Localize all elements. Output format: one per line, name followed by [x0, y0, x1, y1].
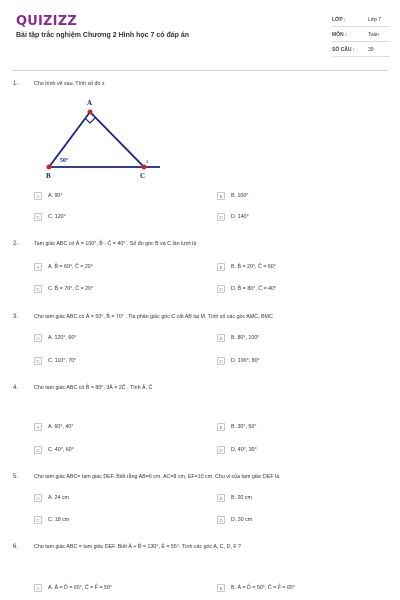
option-text: A. 24 cm	[48, 495, 69, 501]
option-checkbox[interactable]: A	[34, 334, 42, 342]
question-3-number: 3.	[13, 314, 19, 320]
meta-grade-value: Lớp 7	[368, 17, 382, 23]
option-checkbox[interactable]: B	[217, 334, 225, 342]
question-2-number: 2.	[13, 241, 19, 247]
vertex-c-dot	[142, 165, 147, 170]
meta-count-value: 39	[368, 47, 374, 53]
option-text: C. 120°	[48, 214, 66, 220]
option-checkbox[interactable]: D	[217, 285, 225, 293]
question-3-text: Cho tam giác ABC có Â = 50°, B̂ = 70° . Tia phân giác góc C cắt AB tại M. Tính số các góc AMC, BMC	[34, 314, 273, 320]
option-text: D. 140°	[231, 214, 249, 220]
option-text: B. 30°, 50°	[231, 424, 257, 430]
option-checkbox[interactable]: D	[217, 213, 225, 221]
page-title: Bài tập trắc nghiệm Chương 2 Hình học 7 có đáp án	[16, 32, 190, 39]
vertex-c-label: C	[140, 172, 146, 180]
option-checkbox[interactable]: B	[217, 494, 225, 502]
option-text: A. 90°	[48, 193, 63, 199]
option-checkbox[interactable]: D	[217, 357, 225, 365]
meta-divider	[332, 26, 390, 27]
vertex-a-dot	[88, 110, 93, 115]
option-text: D. 30 cm	[231, 517, 253, 523]
meta-divider	[332, 56, 390, 57]
option-checkbox[interactable]: A	[34, 263, 42, 271]
side-ac	[90, 112, 144, 167]
meta-grade-label: LỚP :	[332, 17, 346, 23]
option-text: C. 110°, 70°	[48, 358, 77, 364]
option-text: A. B̂ = 60°, Ĉ = 20°	[48, 264, 93, 270]
option-text: A. Â = D̂ = 65°, Ĉ = F̂ = 50°	[48, 585, 113, 591]
question-6-number: 6.	[13, 544, 19, 550]
option-text: A. 60°, 40°	[48, 424, 74, 430]
option-checkbox[interactable]: C	[34, 446, 42, 454]
meta-subject-label: MÔN :	[332, 32, 347, 38]
side-ab	[49, 112, 90, 167]
page-header	[0, 0, 400, 70]
option-checkbox[interactable]: A	[34, 584, 42, 592]
option-checkbox[interactable]: C	[34, 213, 42, 221]
option-text: D. B̂ = 80°, Ĉ = 40°	[231, 286, 277, 292]
option-text: B. 20 cm	[231, 495, 252, 501]
option-text: D. 100°, 80°	[231, 358, 260, 364]
question-1-number: 1.	[13, 81, 19, 87]
question-5-number: 5.	[13, 474, 19, 480]
option-checkbox[interactable]: B	[217, 423, 225, 431]
option-text: B. 100°	[231, 193, 249, 199]
option-checkbox[interactable]: B	[217, 192, 225, 200]
option-checkbox[interactable]: A	[34, 192, 42, 200]
vertex-a-label: A	[87, 99, 93, 107]
quizizz-logo: QUIZIZZ	[16, 14, 77, 29]
meta-divider	[332, 41, 390, 42]
angle-b-label: 50°	[60, 158, 69, 164]
angle-x-label: x	[146, 160, 149, 165]
question-6-text: Cho tam giác ABC = tam giác DEF. Biết Â + B̂ = 130°, Ê = 55°. Tính các góc A, C, D, F ?	[34, 544, 241, 550]
vertex-b-label: B	[46, 172, 51, 180]
option-checkbox[interactable]: B	[217, 263, 225, 271]
question-4-text: Cho tam giác ABC có B̂ = 80°, 3Â = 2Ĉ . Tính Â, Ĉ	[34, 385, 153, 391]
option-text: D. 40°, 30°	[231, 447, 257, 453]
option-text: B. Â = D̂ = 50°, Ĉ = F̂ = 65°	[231, 585, 296, 591]
option-text: C. 18 cm	[48, 517, 70, 523]
header-divider	[12, 70, 388, 71]
option-checkbox[interactable]: C	[34, 357, 42, 365]
option-checkbox[interactable]: B	[217, 584, 225, 592]
option-text: C. B̂ = 70°, Ĉ = 20°	[48, 286, 94, 292]
triangle-figure	[40, 96, 170, 182]
option-text: C. 40°, 60°	[48, 447, 74, 453]
option-text: B. B̂ = 20°, Ĉ = 60°	[231, 264, 276, 270]
question-1-text: Cho hình vẽ sau. Tính số đo x	[34, 81, 105, 87]
question-2-text: Tam giác ABC có Â = 100°, B̂ - Ĉ = 40° . Số đo góc B và C lần lượt là	[34, 241, 197, 247]
question-4-number: 4.	[13, 385, 19, 391]
option-text: A. 120°, 60°	[48, 335, 77, 341]
vertex-b-dot	[47, 165, 52, 170]
option-text: B. 80°, 100°	[231, 335, 260, 341]
right-angle-mark	[85, 118, 95, 123]
question-5-text: Cho tam giác ABC= tam giác DEF. Biết rằng AB=6 cm, AC=8 cm, EF=10 cm. Chu vi của tam giác DEF là	[34, 474, 280, 480]
option-checkbox[interactable]: C	[34, 516, 42, 524]
meta-subject-value: Toán	[368, 32, 379, 38]
option-checkbox[interactable]: C	[34, 285, 42, 293]
meta-count-label: SỐ CÂU :	[332, 47, 355, 53]
option-checkbox[interactable]: D	[217, 446, 225, 454]
option-checkbox[interactable]: D	[217, 516, 225, 524]
option-checkbox[interactable]: A	[34, 423, 42, 431]
option-checkbox[interactable]: A	[34, 494, 42, 502]
